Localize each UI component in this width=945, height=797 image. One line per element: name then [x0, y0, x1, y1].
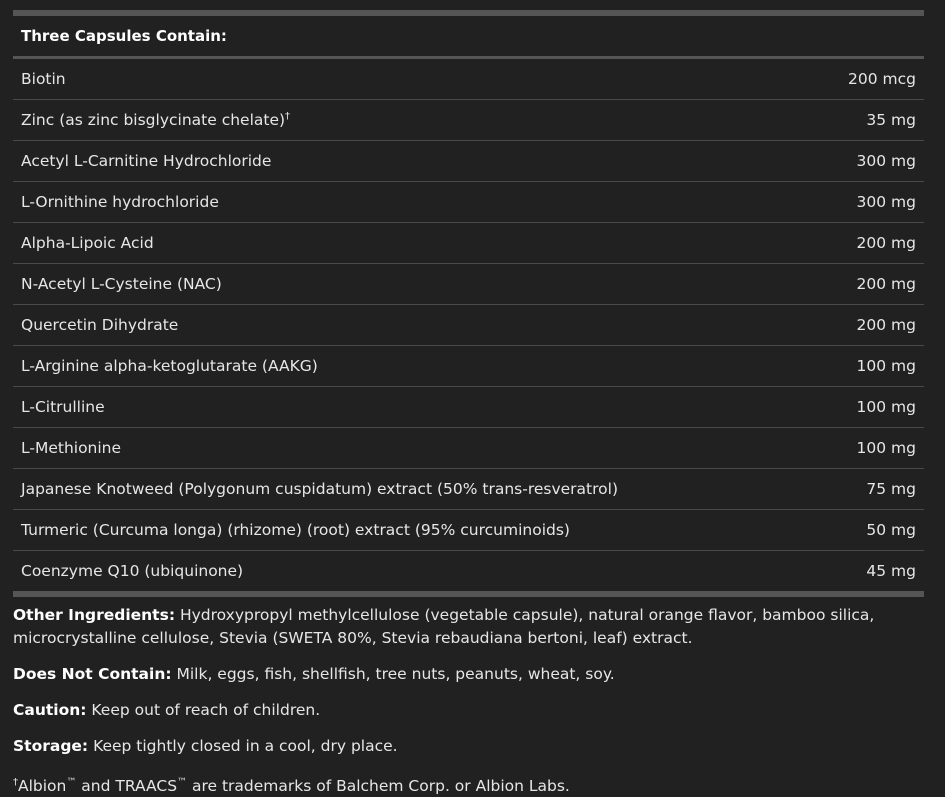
ingredient-name [21, 234, 154, 252]
ingredient-name [21, 521, 570, 539]
table-bottom-rule [13, 591, 924, 597]
ingredient-amount: 50 mg [866, 521, 916, 539]
ingredient-name-text: Biotin [21, 70, 66, 88]
trademark-albion: Albion [18, 777, 67, 796]
trademark-end: are trademarks of Balchem Corp. or Albion Labs. [187, 777, 570, 796]
ingredient-amount: 75 mg [866, 480, 916, 498]
dagger-mark: † [285, 110, 291, 122]
caution [13, 699, 928, 722]
ingredient-name [21, 193, 219, 211]
ingredient-amount: 45 mg [866, 562, 916, 580]
table-row [13, 428, 924, 469]
storage [13, 735, 928, 758]
ingredient-name [21, 439, 121, 457]
ingredient-name [21, 111, 290, 129]
storage-label: Storage: [13, 737, 89, 755]
caution-text: Keep out of reach of children. [86, 701, 321, 719]
ingredient-amount: 100 mg [856, 398, 916, 416]
ingredient-name-text: L-Methionine [21, 439, 122, 457]
table-row [13, 305, 924, 346]
ingredient-name [21, 480, 618, 498]
ingredient-name-text: Zinc (as zinc bisglycinate chelate) [21, 111, 286, 130]
storage-text: Keep tightly closed in a cool, dry place. [88, 737, 398, 755]
table-row [13, 141, 924, 182]
ingredient-name-text: N-Acetyl L-Cysteine (NAC) [21, 275, 222, 293]
ingredient-name-text: Japanese Knotweed (Polygonum cuspidatum) extract (50% trans-resveratrol) [21, 480, 618, 498]
table-row [13, 182, 924, 223]
ingredient-amount: 200 mg [856, 234, 916, 252]
ingredient-amount: 200 mcg [848, 70, 916, 88]
table-row [13, 469, 924, 510]
table-row [13, 223, 924, 264]
supplement-facts-table [13, 10, 924, 597]
table-body [13, 59, 924, 591]
ingredient-name [21, 70, 66, 88]
ingredient-name [21, 562, 243, 580]
table-row [13, 264, 924, 305]
ingredient-amount: 300 mg [856, 152, 916, 170]
other-ingredients [13, 604, 928, 650]
caution-label: Caution: [13, 701, 87, 719]
table-row [13, 387, 924, 428]
ingredient-name-text: L-Arginine alpha-ketoglutarate (AAKG) [21, 357, 318, 375]
does-not-contain-label: Does Not Contain: [13, 665, 172, 683]
trademark-note [13, 771, 928, 797]
ingredient-name [21, 152, 271, 170]
does-not-contain-text: Milk, eggs, fish, shellfish, tree nuts, peanuts, wheat, soy. [171, 665, 615, 683]
ingredient-name-text: Alpha-Lipoic Acid [21, 234, 154, 252]
trademark-symbol-1: ™ [66, 777, 77, 788]
table-row [13, 551, 924, 591]
label-notes [13, 604, 928, 797]
ingredient-name-text: L-Ornithine hydrochloride [21, 193, 219, 211]
ingredient-name-text: Acetyl L-Carnitine Hydrochloride [21, 152, 272, 170]
ingredient-amount: 100 mg [856, 439, 916, 457]
ingredient-name-text: Quercetin Dihydrate [21, 316, 179, 334]
table-row [13, 346, 924, 387]
table-row [13, 100, 924, 141]
ingredient-name [21, 357, 318, 375]
ingredient-name-text: Turmeric (Curcuma longa) (rhizome) (root) extract (95% curcuminoids) [21, 521, 570, 539]
trademark-mid: and TRAACS [76, 777, 178, 796]
ingredient-amount: 200 mg [856, 275, 916, 293]
ingredient-name [21, 275, 222, 293]
table-header: Three Capsules Contain: [13, 16, 924, 59]
other-ingredients-label: Other Ingredients: [13, 606, 176, 624]
trademark-symbol-2: ™ [177, 777, 188, 788]
ingredient-amount: 100 mg [856, 357, 916, 375]
ingredient-amount: 35 mg [866, 111, 916, 129]
ingredient-name-text: Coenzyme Q10 (ubiquinone) [21, 562, 244, 580]
table-row [13, 59, 924, 100]
ingredient-name [21, 398, 105, 416]
ingredient-amount: 300 mg [856, 193, 916, 211]
ingredient-name [21, 316, 178, 334]
table-row [13, 510, 924, 551]
ingredient-amount: 200 mg [856, 316, 916, 334]
other-ingredients-text: Hydroxypropyl methylcellulose (vegetable capsule), natural orange flavor, bamboo silica, microcrystalline cellulose, Stevia (SWETA 80%, Stevia rebaudiana bertoni, leaf) extract. [13, 606, 875, 647]
ingredient-name-text: L-Citrulline [21, 398, 105, 416]
trademark-dagger: † [13, 777, 18, 788]
does-not-contain [13, 663, 928, 686]
